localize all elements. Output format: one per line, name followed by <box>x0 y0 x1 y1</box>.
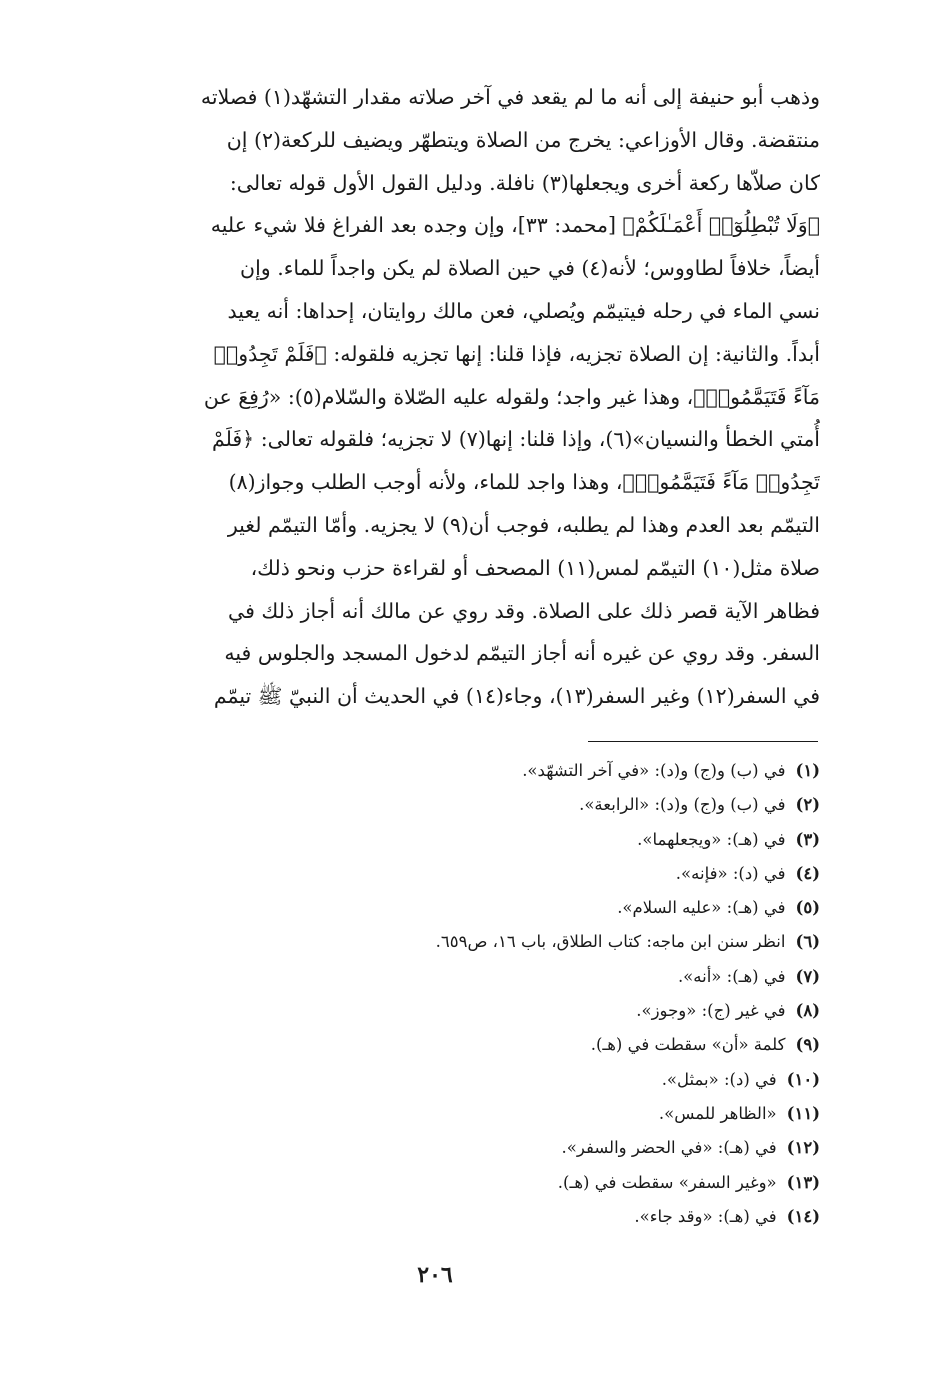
footnote <box>200 1028 820 1062</box>
footnote <box>200 994 820 1028</box>
footnote-text: «وغير السفر» سقطت في (هـ). <box>557 1172 777 1192</box>
footnote-number: (١٢) <box>786 1138 820 1158</box>
footnote-text: في (هـ): «عليه السلام». <box>617 898 786 918</box>
footnote-number: (٩) <box>795 1035 820 1055</box>
footnote <box>200 823 820 857</box>
footnote-text: في (د): «فإنه». <box>675 863 786 883</box>
footnote <box>200 857 820 891</box>
footnote <box>200 925 820 959</box>
footnote-number: (٦) <box>795 932 820 952</box>
text-line: في السفر(١٢) وغير السفر(١٣)، وجاء(١٤) في الحديث أن النبيّ ﷺ تيمّم <box>213 684 820 709</box>
footnote <box>200 788 820 822</box>
footnote-text: في غير (ج): «وجوز». <box>636 1001 786 1021</box>
footnote-number: (٤) <box>795 863 820 883</box>
footnote <box>200 1200 820 1234</box>
text-line: مَآءً فَتَيَمَّمُوا۟﴾، وهذا غير واجد؛ ولقوله عليه الصّلاة والسّلام(٥): «رُفِعَ عن <box>203 384 820 409</box>
text-line: ﴿وَلَا تُبْطِلُوٓا۟ أَعْمَـٰلَكُمْ﴾ [محمد: ٣٣]، وإن وجده بعد الفراغ فلا شيء عليه <box>210 213 820 238</box>
footnote-number: (١) <box>795 761 820 780</box>
footnote <box>200 1063 820 1097</box>
text-line: فظاهر الآية قصر ذلك على الصلاة. وقد روي عن مالك أنه أجاز ذلك في <box>228 598 820 623</box>
footnote-number: (٣) <box>795 829 820 849</box>
footnote-number: (١٠) <box>786 1069 820 1089</box>
footnote-divider <box>588 741 818 742</box>
text-line: منتقضة. وقال الأوزاعي: يخرج من الصلاة ويتطهّر ويضيف للركعة(٢) إن <box>226 127 820 152</box>
text-line: تَجِدُوا۟ مَآءً فَتَيَمَّمُوا۟﴾، وهذا واجد للماء، ولأنه أوجب الطلب وجواز(٨) <box>228 470 820 495</box>
text-line: أُمتي الخطأ والنسيان»(٦)، وإذا قلنا: إنها(٧) لا تجزيه؛ فلقوله تعالى: ﴿فَلَمْ <box>211 427 820 452</box>
footnote-number: (٧) <box>795 966 820 986</box>
main-text <box>70 76 820 718</box>
footnote-number: (١١) <box>786 1103 820 1123</box>
footnote-text: في (هـ): «أنه». <box>677 966 786 986</box>
text-line: صلاة مثل(١٠) التيمّم لمس(١١) المصحف أو لقراءة حزب ونحو ذلك، <box>250 555 820 580</box>
page-number: ٢٠٦ <box>417 1262 453 1288</box>
footnote-number: (٨) <box>795 1001 820 1021</box>
text-line: كان صلاّها ركعة أخرى ويجعلها(٣) نافلة. ودليل القول الأول قوله تعالى: <box>229 170 820 195</box>
footnote-number: (٥) <box>795 898 820 918</box>
footnote <box>200 891 820 925</box>
footnote-text: كلمة «أن» سقطت في (هـ). <box>590 1035 786 1055</box>
footnote-text: في (ب) و(ج) و(د): «في آخر التشهّد». <box>522 761 786 780</box>
footnote-text: في (ب) و(ج) و(د): «الرابعة». <box>579 795 786 815</box>
footnote <box>200 1166 820 1200</box>
footnote-text: في (هـ): «وقد جاء». <box>634 1206 777 1226</box>
text-line: أيضاً، خلافاً لطاووس؛ لأنه(٤) في حين الصلاة لم يكن واجداً للماء. وإن <box>240 256 820 281</box>
footnote-number: (٢) <box>795 795 820 815</box>
footnote-number: (١٤) <box>786 1206 820 1226</box>
text-line: التيمّم بعد العدم وهذا لم يطلبه، فوجب أن(٩) لا يجزيه. وأمّا التيمّم لغير <box>227 512 820 537</box>
footnote-number: (١٣) <box>786 1172 820 1192</box>
text-line: وذهب أبو حنيفة إلى أنه ما لم يقعد في آخر صلاته مقدار التشهّد(١) فصلاته <box>200 85 820 109</box>
footnote-text: في (هـ): «ويجعلهما». <box>637 829 786 849</box>
footnote <box>200 960 820 994</box>
text-line: نسي الماء في رحله فيتيمّم ويُصلي، فعن مالك روايتان، إحداها: أنه يعيد <box>227 298 820 323</box>
footnotes <box>200 754 820 1234</box>
footnote <box>200 1131 820 1165</box>
text-line: السفر. وقد روي عن غيره أنه أجاز التيمّم لدخول المسجد والجلوس فيه <box>224 641 820 666</box>
footnote <box>200 1097 820 1131</box>
footnote-text: في (د): «بمثل». <box>661 1069 777 1089</box>
footnote-text: «الظاهر للمس». <box>658 1103 777 1123</box>
footnote-text: في (هـ): «في الحضر والسفر». <box>561 1138 777 1158</box>
text-line: أبداً. والثانية: إن الصلاة تجزيه، فإذا قلنا: إنها تجزيه فلقوله: ﴿فَلَمْ تَجِدُوا۟ <box>213 341 820 366</box>
footnote-text: انظر سنن ابن ماجه: كتاب الطلاق، باب ١٦، ص٦٥٩. <box>435 932 786 952</box>
footnote <box>200 754 820 788</box>
